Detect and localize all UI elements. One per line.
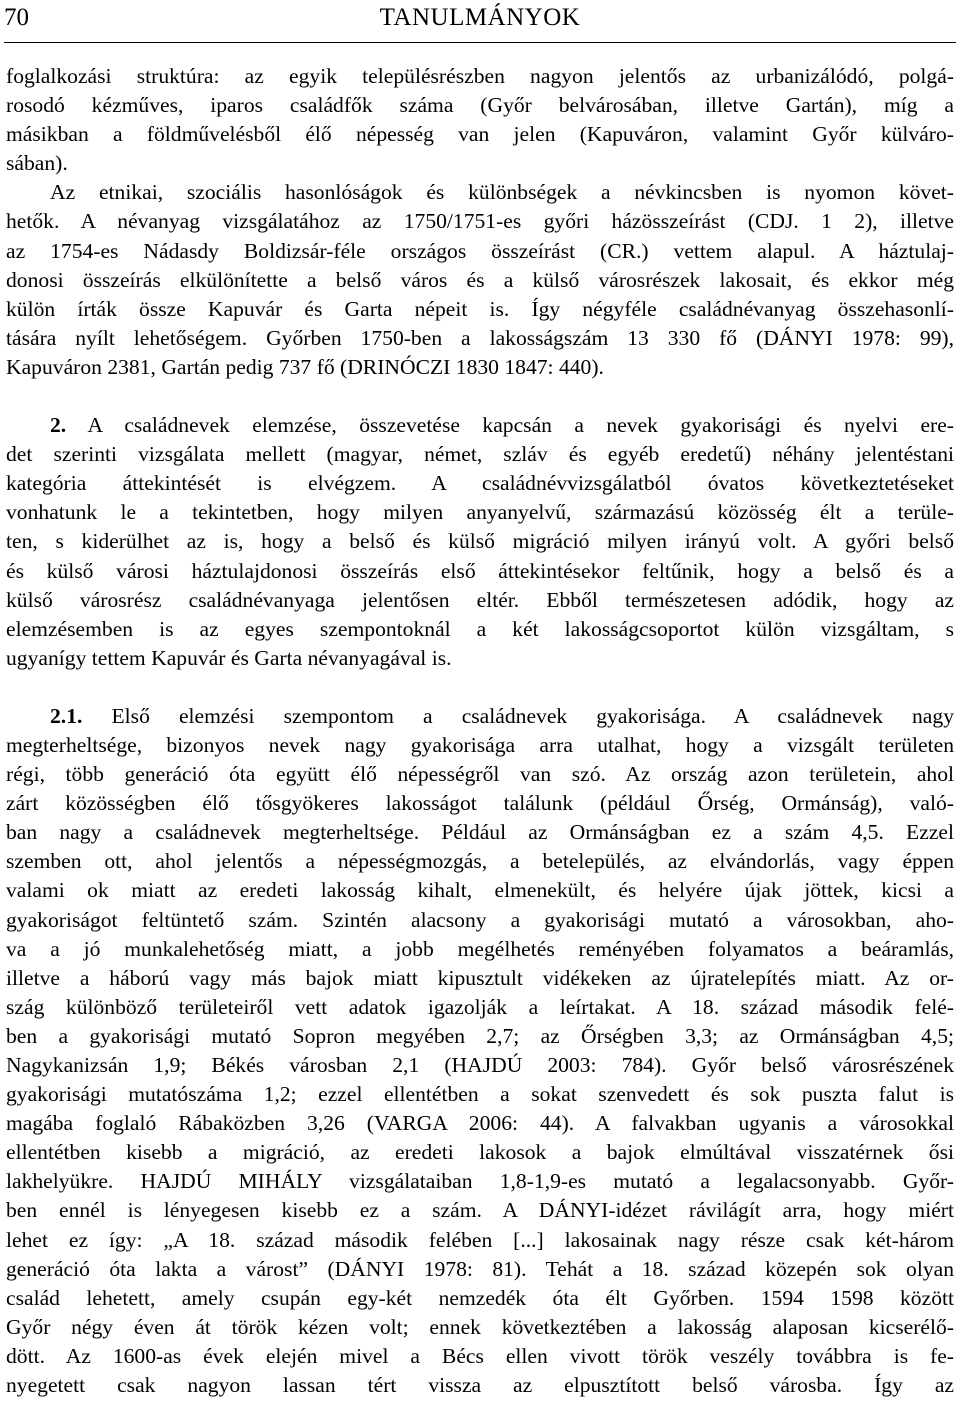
- text-line: külön írták össze Kapuvár és Garta népeit is. Így négyféle családnévanyag összehasonlí-: [6, 296, 954, 321]
- text-line: szág különböző területeiről vett adatok igazolják a leírtakat. A 18. század második felé-: [6, 994, 954, 1019]
- text-line: ban nagy a családnevek megterheltsége. Például az Ormánságban ez a szám 4,5. Ezzel: [6, 820, 954, 845]
- text-line: dött. Az 1600-as évek elején mivel a Bécs ellen vivott török veszély továbbra is fe-: [6, 1343, 954, 1368]
- text-line: tására nyílt lehetőségem. Győrben 1750-ben a lakosságszám 13 330 fő (DÁNYI 1978: 99),: [6, 325, 954, 350]
- text-line: másikban a földművelésből élő népesség van jelen (Kapuváron, valamint Győr külváro-: [6, 122, 954, 147]
- text-line: det szerinti vizsgálata mellett (magyar, német, szláv és egyéb eredetű) néhány jelentéstani: [6, 442, 954, 467]
- text-line: hetők. A névanyag vizsgálatához az 1750/1751-es győri házösszeírást (CDJ. 1 2), illetve: [6, 209, 954, 234]
- section-2: [6, 411, 954, 673]
- text-line: illetve a háború vagy más bajok miatt kipusztult vidékeken az újratelepítés miatt. Az or-: [6, 965, 954, 990]
- section-number: 2.1.: [50, 703, 83, 728]
- text-line: foglalkozási struktúra: az egyik településrészben nagyon jelentős az urbanizálódó, polgá-: [6, 64, 954, 88]
- text-line: va a jó munkalehetőség miatt, a jobb megélhetés reményében folyamatos a beáramlás,: [6, 936, 954, 961]
- text-line: elemzésemben is az egyes szempontoknál a két lakosságcsoportot külön vizsgáltam, s: [6, 616, 954, 641]
- text-line: Nagykanizsán 1,9; Békés városban 2,1 (HAJDÚ 2003: 784). Győr belső városrészének: [6, 1053, 954, 1077]
- text-line: ugyanígy tettem Kapuvár és Garta névanyagával is.: [6, 645, 452, 670]
- text-line: ben a gyakorisági mutató Sopron megyében 2,7; az Őrségben 3,3; az Ormánságban 4,5;: [6, 1023, 954, 1048]
- text-line: Győr négy éven át török kézen volt; ennek következtében a lakosság alaposan kicserélő-: [6, 1314, 954, 1339]
- text-line: ben ennél is lényegesen kisebb ez a szám. A DÁNYI-idézet rávilágít arra, hogy miért: [6, 1198, 954, 1223]
- text-line: valami ok miatt az eredeti lakosság kihalt, elmenekült, és helyére újak jöttek, kicsi a: [6, 878, 954, 903]
- text-line: ten, s kiderülhet az is, hogy a belső és külső migráció milyen irányú volt. A győri belső: [6, 529, 954, 554]
- section-2-1: [6, 702, 954, 1400]
- text-line: sában).: [6, 151, 68, 176]
- text-line: kategória áttekintését is elvégzem. A családnévvizsgálatból óvatos következtetéseket: [6, 471, 954, 496]
- text-line: rosodó kézműves, iparos családfők száma (Győr belvárosában, illetve Gartán), míg a: [6, 93, 954, 118]
- text-line: lehet ez így: „A 18. század második felében [...] lakosainak nagy része csak két-három: [6, 1227, 954, 1252]
- text-line: szemben ott, ahol jelentős a népességmozgás, a betelepülés, az elvándorlás, vagy éppen: [6, 849, 954, 874]
- text-line: lakhelyükre. HAJDÚ MIHÁLY vizsgálataiban 1,8-1,9-es mutató a legalacsonyabb. Győr-: [6, 1169, 954, 1194]
- text-line: és külső városi háztulajdonosi összeírás első áttekintésekor feltűnik, hogy a belső és a: [6, 558, 954, 583]
- text-line: gyakorisági mutatószáma 1,2; ezzel ellentétben a sokat szenvedett és sok puszta falut is: [6, 1082, 954, 1107]
- paragraph-1: [6, 62, 954, 178]
- section-first-line: Első elemzési szempontom a családnevek gyakorisága. A családnevek nagy: [111, 703, 954, 728]
- section-gap: [6, 382, 954, 411]
- text-line: ellentétben kisebb a migráció, az eredeti lakosok a bajok elmúltával visszatérnek ősi: [6, 1140, 954, 1165]
- page-number: 70: [4, 4, 29, 31]
- article-body: [6, 62, 954, 1400]
- text-line: donosi összeírás elkülönítette a belső város és a külső városrészek lakosait, és ekkor még: [6, 267, 954, 292]
- text-line: külső városrész családnévanyaga jelentősen eltér. Ebből természetesen adódik, hogy az: [6, 587, 954, 612]
- text-line: generáció óta lakta a várost” (DÁNYI 1978: 81). Tehát a 18. század közepén sok olyan: [6, 1256, 954, 1281]
- text-line: Az etnikai, szociális hasonlóságok és különbségek a névkincsben is nyomon követ-: [50, 180, 954, 205]
- text-line: [6, 702, 954, 731]
- text-line: nyegetett csak nagyon lassan tért vissza az elpusztított belső városba. Így az: [6, 1373, 954, 1398]
- text-line: Kapuváron 2381, Gartán pedig 737 fő (DRINÓCZI 1830 1847: 440).: [6, 354, 604, 379]
- text-line: vonhatunk le a tekintetben, hogy milyen anyanyelvű, származású közösség élt a terüle-: [6, 500, 954, 525]
- running-title: TANULMÁNYOK: [379, 4, 581, 31]
- text-line: az 1754-es Nádasdy Boldizsár-féle országos összeírást (CR.) vettem alapul. A háztulaj-: [6, 238, 954, 263]
- text-line: [6, 411, 954, 440]
- text-line: magába foglaló Rábaközben 3,26 (VARGA 2006: 44). A falvakban ugyanis a városokkal: [6, 1111, 954, 1136]
- section-gap: [6, 673, 954, 702]
- page-header: [4, 0, 956, 44]
- header-rule: [4, 42, 956, 43]
- text-line: gyakoriságot feltüntető szám. Szintén alacsony a gyakorisági mutató a városokban, aho-: [6, 907, 954, 932]
- text-line: megterheltsége, bizonyos nevek nagy gyakorisága arra utalhat, hogy a vizsgált területen: [6, 732, 954, 757]
- text-line: zárt közösségben élő tősgyökeres lakosságot találunk (például Őrség, Ormánság), való-: [6, 791, 954, 816]
- section-number: 2.: [50, 413, 67, 438]
- paragraph-2: [6, 178, 954, 382]
- text-line: család lehetett, amely csupán egy-két nemzedék óta élt Győrben. 1594 1598 között: [6, 1285, 954, 1310]
- text-line: régi, több generáció óta együtt élő népességről van szó. Az ország azon területein, ahol: [6, 762, 954, 787]
- section-first-line: A családnevek elemzése, összevetése kapcsán a nevek gyakorisági és nyelvi ere-: [87, 413, 955, 438]
